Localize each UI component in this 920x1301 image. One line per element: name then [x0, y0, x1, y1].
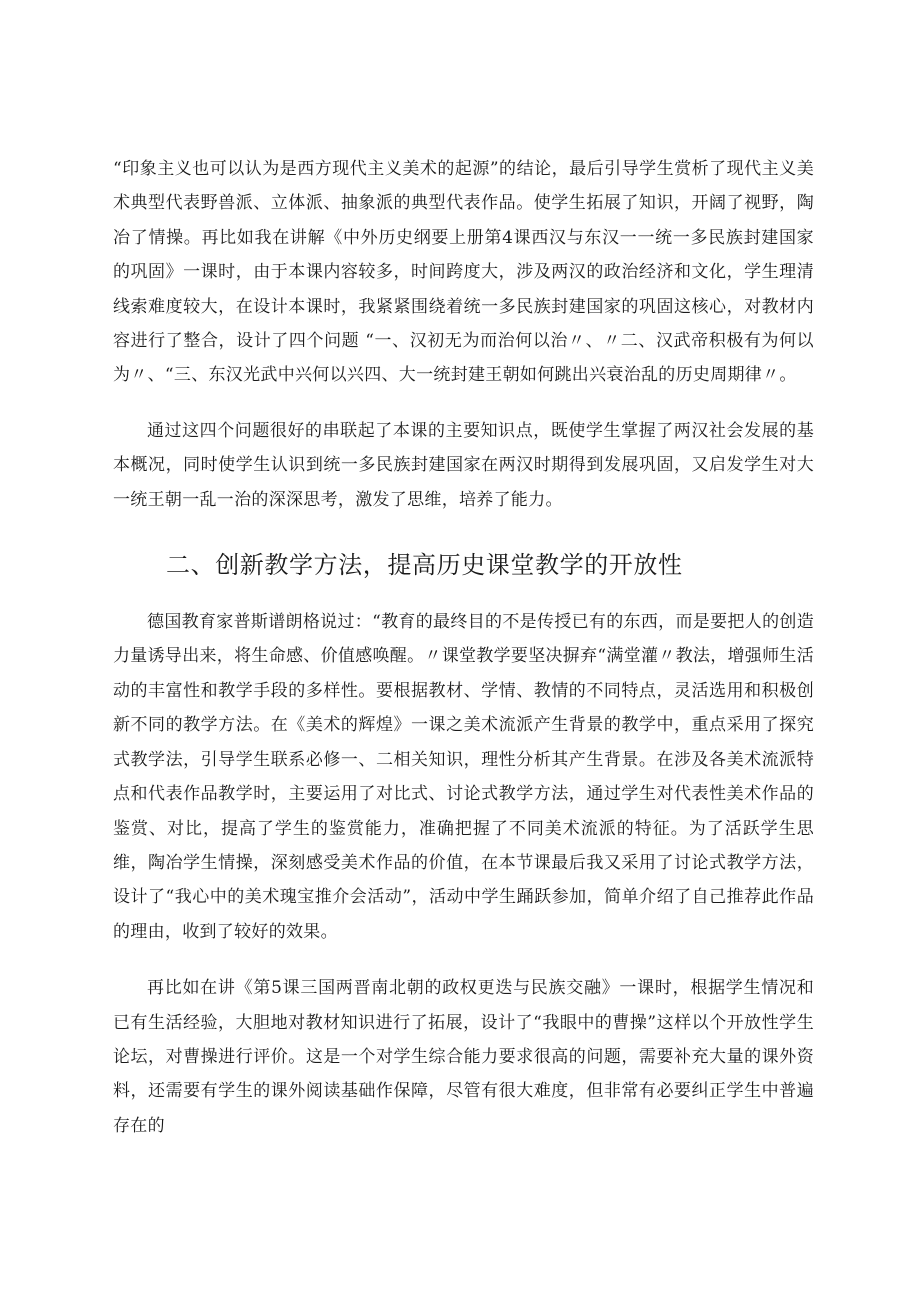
- paragraph-continuation: “印象主义也可以认为是西方现代主义美术的起源”的结论，最后引导学生赏析了现代主义美术典型代表野兽派、立体派、抽象派的典型代表作品。使学生拓展了知识，开阔了视野，陶冶了情操。再比如我在讲解《中外历史纲要上册第4课西汉与东汉一一统一多民族封建国家的巩固》一课时，由于本课内容较多，时间跨度大，涉及两汉的政治经济和文化，学生理清线索难度较大，在设计本课时，我紧紧围绕着统一多民族封建国家的巩固这核心，对教材内容进行了整合，设计了四个问题 “一、汉初无为而治何以治〃、〃二、汉武帝积极有为何以为〃、“三、东汉光武中兴何以兴四、大一统封建王朝如何跳出兴衰治乱的历史周期律〃。: [113, 159, 814, 386]
- paragraph-summary: 通过这四个问题很好的串联起了本课的主要知识点，既使学生掌握了两汉社会发展的基本概况，同时使学生认识到统一多民族封建国家在两汉时期得到发展巩固，又启发学生对大一统王朝一乱一治的深深思考，激发了思维，培养了能力。: [113, 420, 814, 510]
- paragraph-teaching-methods: 德国教育家普斯谱朗格说过：“教育的最终目的不是传授已有的东西，而是要把人的创造力量诱导出来，将生命感、价值感唤醒。〃课堂教学要坚决摒弃“满堂灌〃教法，增强师生活动的丰富性和教学手段的多样性。要根据教材、学情、教情的不同特点，灵活选用和积极创新不同的教学方法。在《美术的辉煌》一课之美术流派产生背景的教学中，重点采用了探究式教学法，引导学生联系必修一、二相关知识，理性分析其产生背景。在涉及各美术流派特点和代表作品教学时，主要运用了对比式、讨论式教学方法，通过学生对代表性美术作品的鉴赏、对比，提高了学生的鉴赏能力，准确把握了不同美术流派的特征。为了活跃学生思维，陶冶学生情操，深刻感受美术作品的价值，在本节课最后我又采用了讨论式教学方法，设计了“我心中的美术瑰宝推介会活动”，活动中学生踊跃参加，简单介绍了自己推荐此作品的理由，收到了较好的效果。: [113, 612, 814, 942]
- section-heading: 二、创新教学方法，提高历史课堂教学的开放性: [166, 551, 683, 580]
- paragraph-example: 再比如在讲《第5课三国两晋南北朝的政权更迭与民族交融》一课时，根据学生情况和已有生活经验，大胆地对教材知识进行了拓展，设计了“我眼中的曹操”这样以个开放性学生论坛，对曹操进行评价。这是一个对学生综合能力要求很高的问题，需要补充大量的课外资料，还需要有学生的课外阅读基础作保障，尽管有很大难度，但非常有必要纠正学生中普遍存在的: [113, 978, 814, 1136]
